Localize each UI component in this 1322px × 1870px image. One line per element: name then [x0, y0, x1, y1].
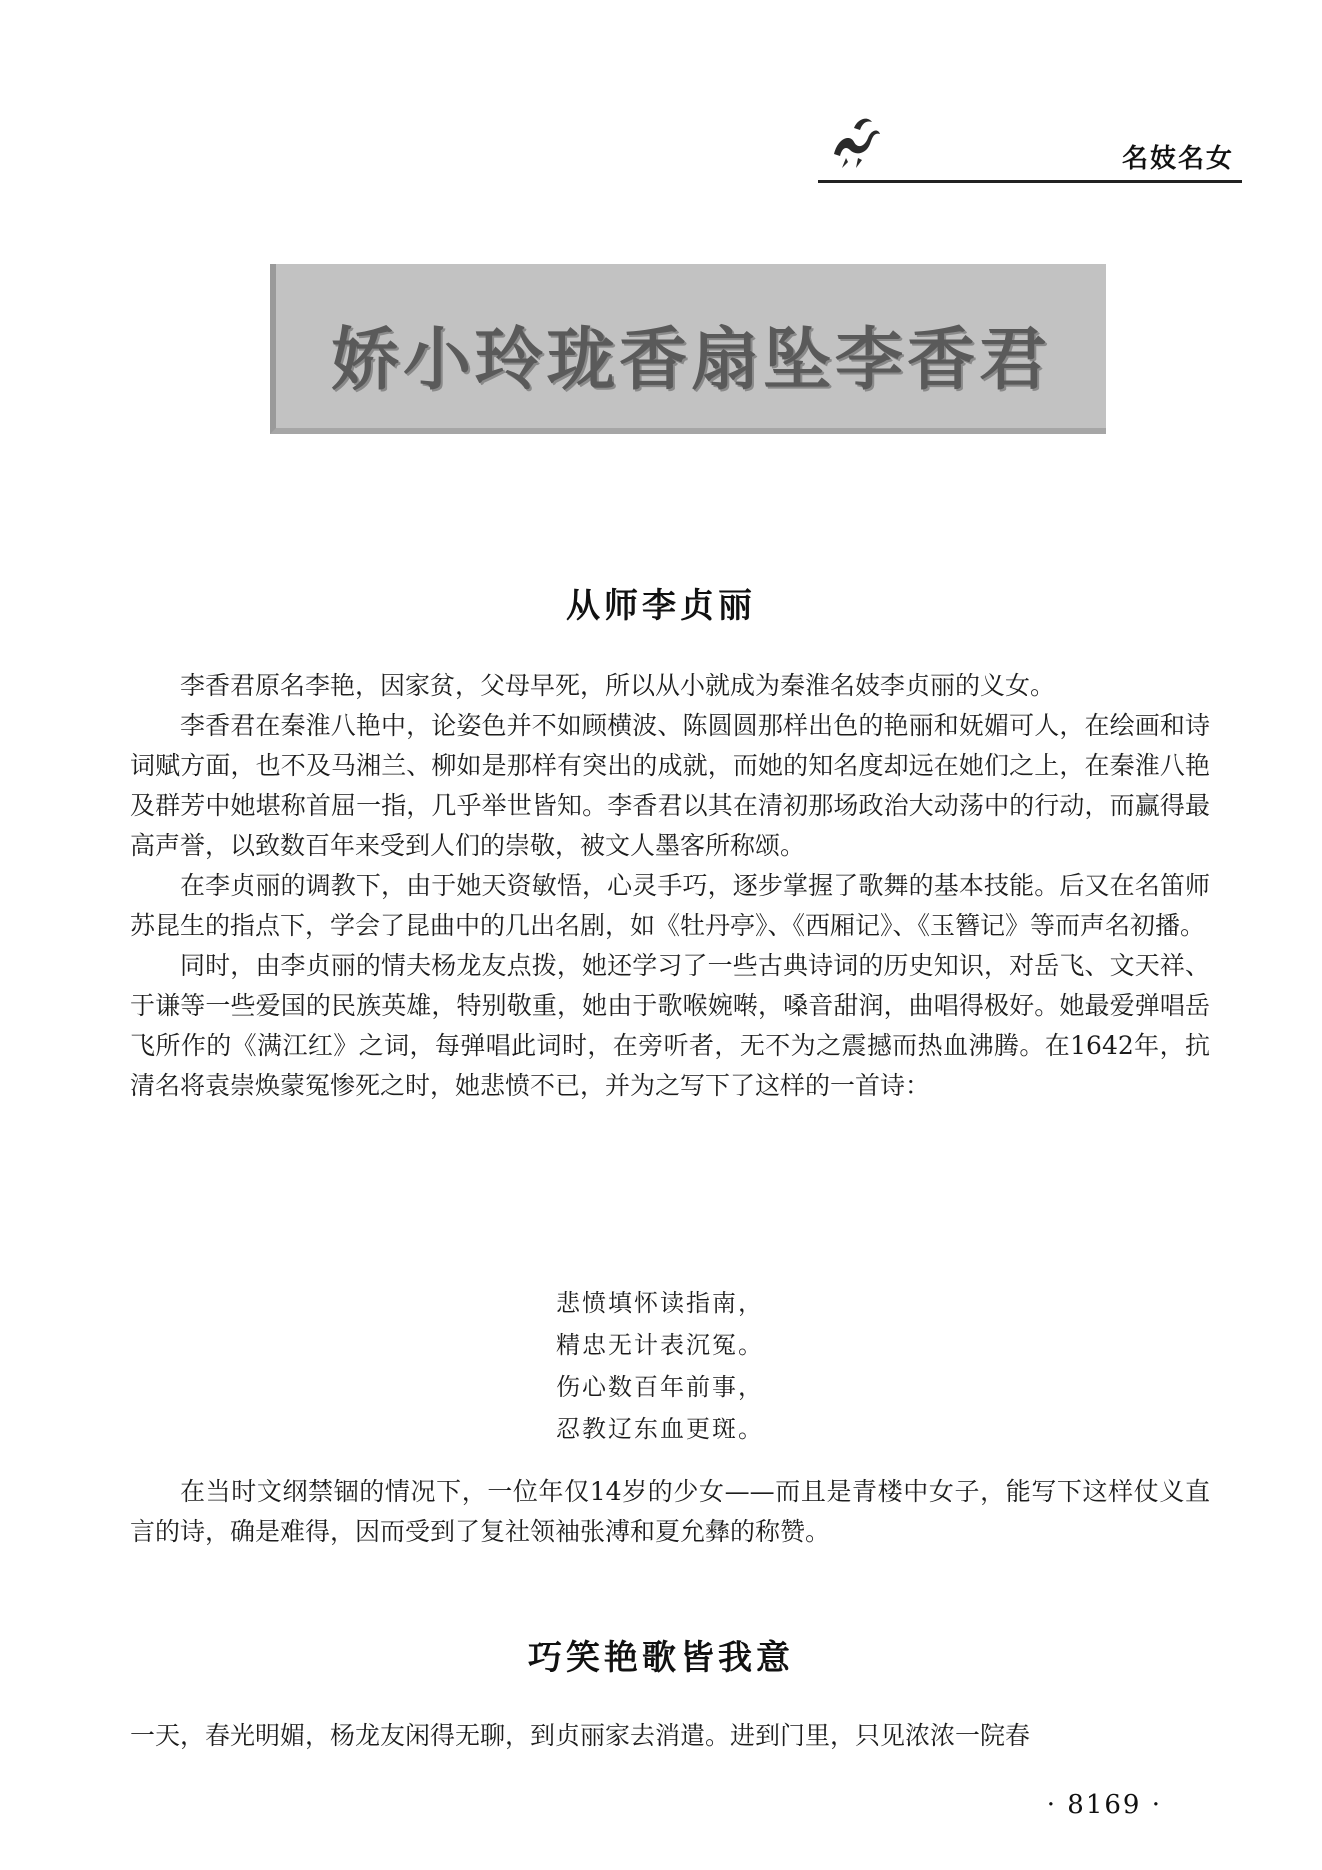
title-banner — [270, 264, 1106, 434]
paragraph: 李香君在秦淮八艳中，论姿色并不如顾横波、陈圆圆那样出色的艳丽和妩媚可人，在绘画和诗词赋方面，也不及马湘兰、柳如是那样有突出的成就，而她的知名度却远在她们之上，在秦淮八艳及群芳中她堪称首屈一指，几乎举世皆知。李香君以其在清初那场政治大动荡中的行动，而赢得最高声誉，以致数百年来受到人们的崇敬，被文人墨客所称颂。 — [130, 711, 1210, 860]
paragraph: 李香君原名李艳，因家贫，父母早死，所以从小就成为秦淮名妓李贞丽的义女。 — [180, 671, 1056, 700]
section-1-body — [130, 666, 1210, 1106]
header-rule — [818, 180, 1242, 183]
paragraph: 在李贞丽的调教下，由于她天资敏悟，心灵手巧，逐步掌握了歌舞的基本技能。后又在名笛师苏昆生的指点下，学会了昆曲中的几出名剧，如《牡丹亭》、《西厢记》、《玉簪记》等而声名初播。 — [130, 871, 1210, 940]
page-number: · 8169 · — [1046, 1790, 1162, 1820]
paragraph: 在当时文纲禁锢的情况下，一位年仅14岁的少女——而且是青楼中女子，能写下这样仗义直言的诗，确是难得，因而受到了复社领袖张溥和夏允彝的称赞。 — [130, 1477, 1210, 1546]
poem-line: 精忠无计表沉冤。 — [556, 1331, 764, 1359]
poem-line: 伤心数百年前事， — [556, 1373, 764, 1401]
section-heading-2: 巧笑艳歌皆我意 — [528, 1638, 794, 1678]
section-heading-1: 从师李贞丽 — [566, 586, 756, 626]
header-category-label: 名妓名女 — [1121, 144, 1234, 174]
paragraph: 同时，由李贞丽的情夫杨龙友点拨，她还学习了一些古典诗词的历史知识，对岳飞、文天祥、于谦等一些爱国的民族英雄，特别敬重，她由于歌喉婉啭，嗓音甜润，曲唱得极好。她最爱弹唱岳飞所作的《满江红》之词，每弹唱此词时，在旁听者，无不为之震撼而热血沸腾。在1642年，抗清名将袁崇焕蒙冤惨死之时，她悲愤不已，并为之写下了这样的一首诗： — [130, 951, 1210, 1100]
poem-line: 忍教辽东血更斑。 — [556, 1415, 764, 1443]
poem-line: 悲愤填怀读指南， — [556, 1289, 764, 1317]
section-2-body — [130, 1716, 1210, 1756]
paragraph: 一天，春光明媚，杨龙友闲得无聊，到贞丽家去消遣。进到门里，只见浓浓一院春 — [130, 1721, 1031, 1750]
page-header — [818, 108, 1242, 186]
section-1-conclusion — [130, 1472, 1210, 1552]
dragon-logo-icon — [824, 108, 888, 172]
article-title: 娇小玲珑香扇坠李香君 — [330, 320, 1051, 400]
poem — [556, 1282, 764, 1450]
